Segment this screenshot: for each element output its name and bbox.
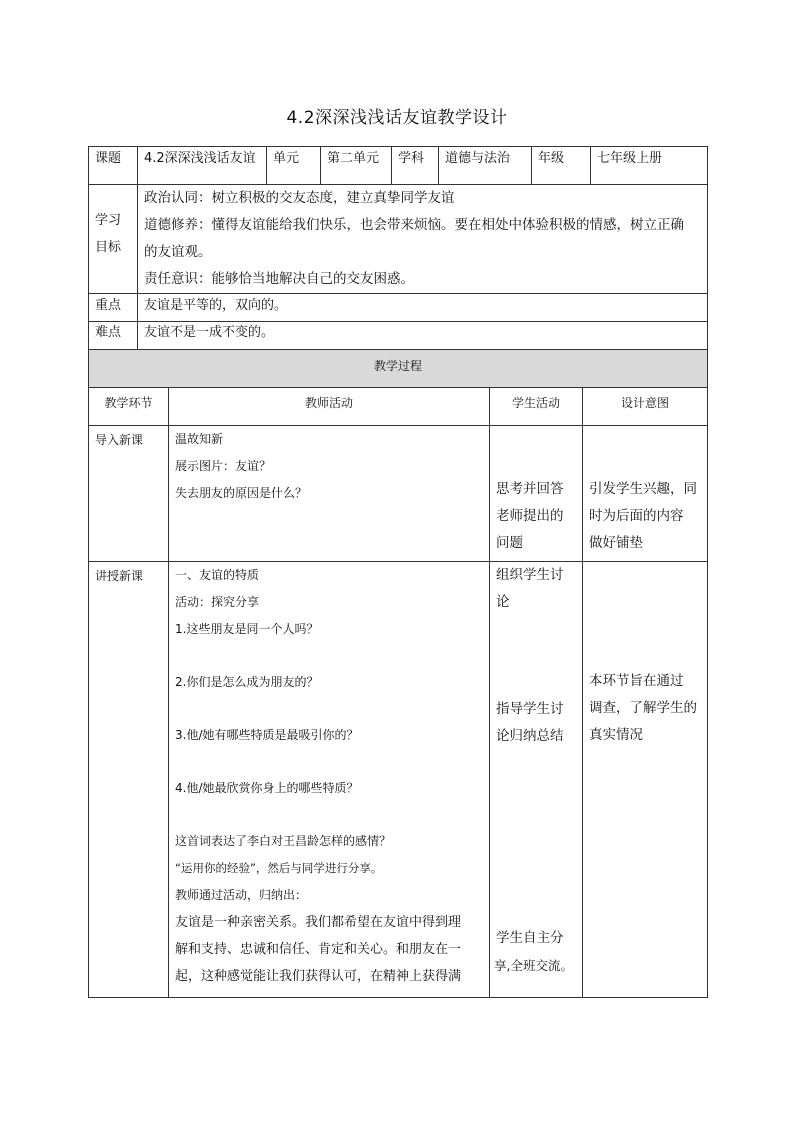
student-line: 思考并回答 (496, 481, 564, 497)
spacer (496, 750, 576, 925)
goal-line: 道德修养：懂得友谊能给我们快乐，也会带来烦恼。要在相处中体验积极的情感，树立正确 (144, 217, 684, 233)
intro-student (490, 426, 583, 562)
intent-line: 做好铺垫 (589, 535, 643, 551)
grade-value: 七年级上册 (591, 147, 708, 185)
student-line: 老师提出的 (496, 508, 564, 524)
column-header-intent: 设计意图 (583, 388, 708, 426)
spacer (175, 643, 483, 669)
student-line: 问题 (496, 535, 523, 551)
student-line: 指导学生讨 (496, 701, 564, 717)
student-line: 论 (496, 594, 510, 610)
student-line: 组织学生讨 (496, 567, 564, 583)
process-header: 教学过程 (89, 350, 708, 388)
goal-line: 责任意识：能够恰当地解决自己的交友困惑。 (144, 271, 414, 287)
teacher-line: 起，这种感觉能让我们获得认可，在精神上获得满 (175, 969, 462, 984)
teacher-line: 失去朋友的原因是什么？ (175, 486, 308, 500)
teacher-line: 温故知新 (175, 432, 224, 446)
intro-teacher (169, 426, 490, 562)
key-point-value: 友谊是平等的，双向的。 (138, 294, 708, 322)
teacher-line: 3.他/她有哪些特质是最吸引你的？ (175, 728, 359, 742)
goals-label-line: 目标 (95, 240, 122, 255)
lecture-student (490, 562, 583, 998)
teacher-line: 一、友谊的特质 (175, 568, 260, 582)
course-label: 课题 (89, 147, 138, 185)
teacher-line: 4.他/她最欣赏你身上的哪些特质？ (175, 781, 359, 795)
teacher-line: “运用你的经验”，然后与同学进行分享。 (175, 861, 383, 875)
lecture-teacher (169, 562, 490, 998)
spacer (175, 749, 483, 775)
difficult-point-label: 难点 (89, 322, 138, 350)
teacher-line: 活动：探究分享 (175, 595, 260, 609)
key-point-label: 重点 (89, 294, 138, 322)
grade-label: 年级 (532, 147, 591, 185)
teacher-line: 教师通过活动，归纳出： (175, 888, 308, 902)
student-line: 享,全班交流。 (494, 958, 573, 973)
intro-intent (583, 426, 708, 562)
course-value: 4.2深深浅浅话友谊 (138, 147, 267, 185)
intro-stage: 导入新课 (89, 426, 169, 562)
unit-value: 第二单元 (321, 147, 392, 185)
intent-line: 引发学生兴趣，同 (589, 481, 697, 497)
lecture-intent (583, 562, 708, 998)
intent-line: 时为后面的内容 (589, 508, 684, 524)
subject-value: 道德与法治 (439, 147, 532, 185)
lesson-info-table (88, 146, 708, 350)
difficult-point-value: 友谊不是一成不变的。 (138, 322, 708, 350)
goal-line: 政治认同：树立积极的交友态度，建立真挚同学友谊 (144, 190, 455, 206)
teacher-line: 这首词表达了李白对王昌龄怎样的感情？ (175, 834, 392, 848)
page-title: 4.2深深浅浅话友谊教学设计 (286, 108, 508, 128)
spacer (175, 802, 483, 828)
goals-content (138, 185, 708, 294)
teacher-line: 展示图片：友谊？ (175, 459, 272, 473)
column-header-stage: 教学环节 (89, 388, 169, 426)
intent-line: 调查，了解学生的 (589, 700, 697, 716)
intent-line: 真实情况 (589, 727, 643, 743)
subject-label: 学科 (392, 147, 439, 185)
goal-line: 的友谊观。 (144, 244, 212, 260)
lecture-stage: 讲授新课 (89, 562, 169, 998)
column-header-teacher: 教师活动 (169, 388, 490, 426)
teacher-line: 解和支持、忠诚和信任、肯定和关心。和朋友在一 (175, 942, 462, 957)
teacher-line: 2.你们是怎么成为朋友的？ (175, 675, 319, 689)
teacher-line: 1.这些朋友是同一个人吗？ (175, 622, 319, 636)
spacer (175, 696, 483, 722)
unit-label: 单元 (267, 147, 321, 185)
teacher-line: 友谊是一种亲密关系。我们都希望在友谊中得到理 (175, 915, 462, 930)
teaching-process-table (88, 349, 708, 998)
goals-label (89, 185, 138, 294)
student-line: 论归纳总结 (496, 728, 564, 744)
spacer (496, 616, 576, 696)
column-header-student: 学生活动 (490, 388, 583, 426)
intent-line: 本环节旨在通过 (589, 673, 684, 689)
student-line: 学生自主分 (496, 930, 564, 946)
goals-label-line: 学习 (95, 213, 122, 228)
